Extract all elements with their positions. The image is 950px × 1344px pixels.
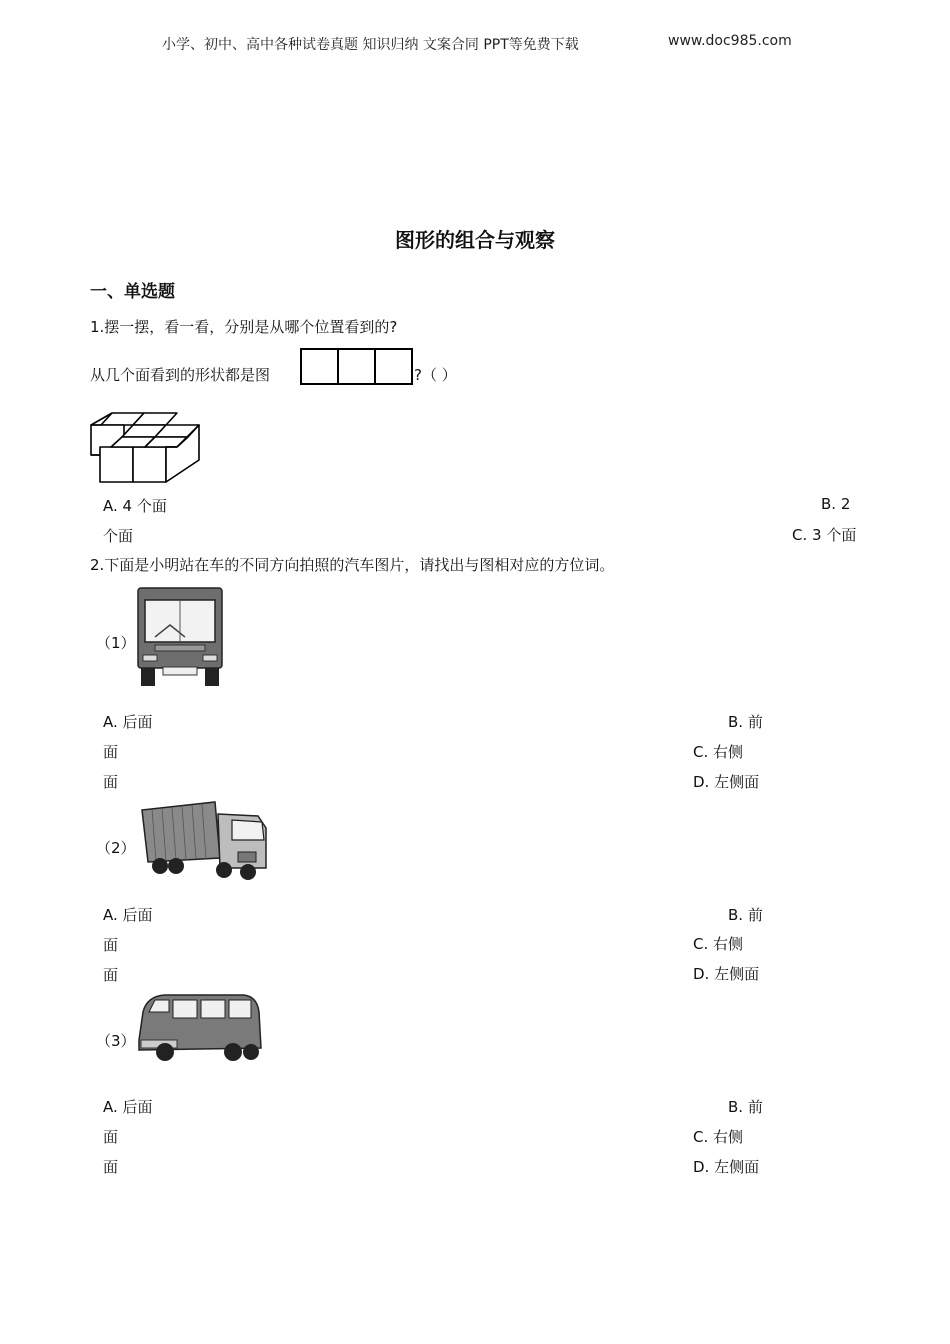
truck-front-view-image xyxy=(135,585,225,690)
q2-part3-option-c-cont: 面 xyxy=(103,1158,119,1176)
section-heading: 一、单选题 xyxy=(90,282,175,302)
q2-part1-option-c-cont: 面 xyxy=(103,773,119,791)
q2-part3-option-c[interactable]: C. 右侧 xyxy=(693,1128,744,1146)
q2-part1-option-b-cont: 面 xyxy=(103,743,119,761)
q2-part1-option-b[interactable]: B. 前 xyxy=(728,713,763,731)
header-tagline: 小学、初中、高中各种试卷真题 知识归纳 文案合同 PPT等免费下载 xyxy=(162,37,579,53)
q2-part2-option-a[interactable]: A. 后面 xyxy=(103,906,153,924)
q2-part3-option-d[interactable]: D. 左侧面 xyxy=(693,1158,760,1176)
q2-part2-option-b-cont: 面 xyxy=(103,936,119,954)
q2-part3-label: （3） xyxy=(96,1032,136,1050)
q1-option-c[interactable]: C. 3 个面 xyxy=(792,526,857,544)
q2-part2-option-c[interactable]: C. 右侧 xyxy=(693,935,744,953)
q2-part1-option-d[interactable]: D. 左侧面 xyxy=(693,773,760,791)
q2-part3-option-a[interactable]: A. 后面 xyxy=(103,1098,153,1116)
q1-option-a[interactable]: A. 4 个面 xyxy=(103,497,167,515)
q2-part2-option-d[interactable]: D. 左侧面 xyxy=(693,965,760,983)
q2-part2-label: （2） xyxy=(96,839,136,857)
q2-part2-option-c-cont: 面 xyxy=(103,966,119,984)
q2-part1-option-c[interactable]: C. 右侧 xyxy=(693,743,744,761)
q2-part2-option-b[interactable]: B. 前 xyxy=(728,906,763,924)
header-site-link[interactable]: www.doc985.com xyxy=(668,33,792,49)
q1-option-b[interactable]: B. 2 xyxy=(821,495,851,513)
q2-part3-option-b-cont: 面 xyxy=(103,1128,119,1146)
van-side-view-image xyxy=(135,990,265,1065)
q1-option-b-cont: 个面 xyxy=(103,527,134,545)
page-title: 图形的组合与观察 xyxy=(395,228,555,252)
three-squares-figure xyxy=(300,348,414,386)
q2-part1-label: （1） xyxy=(96,634,136,652)
q2-part1-option-a[interactable]: A. 后面 xyxy=(103,713,153,731)
cube-stack-figure xyxy=(88,410,203,485)
q1-line2-prefix: 从几个面看到的形状都是图 xyxy=(90,366,271,384)
q1-line2-suffix: ?（ ） xyxy=(414,366,457,384)
truck-side-view-image xyxy=(140,800,270,885)
q1-prompt: 1.摆一摆，看一看，分别是从哪个位置看到的? xyxy=(90,318,398,336)
q2-part3-option-b[interactable]: B. 前 xyxy=(728,1098,763,1116)
q2-prompt: 2.下面是小明站在车的不同方向拍照的汽车图片，请找出与图相对应的方位词。 xyxy=(90,556,615,574)
